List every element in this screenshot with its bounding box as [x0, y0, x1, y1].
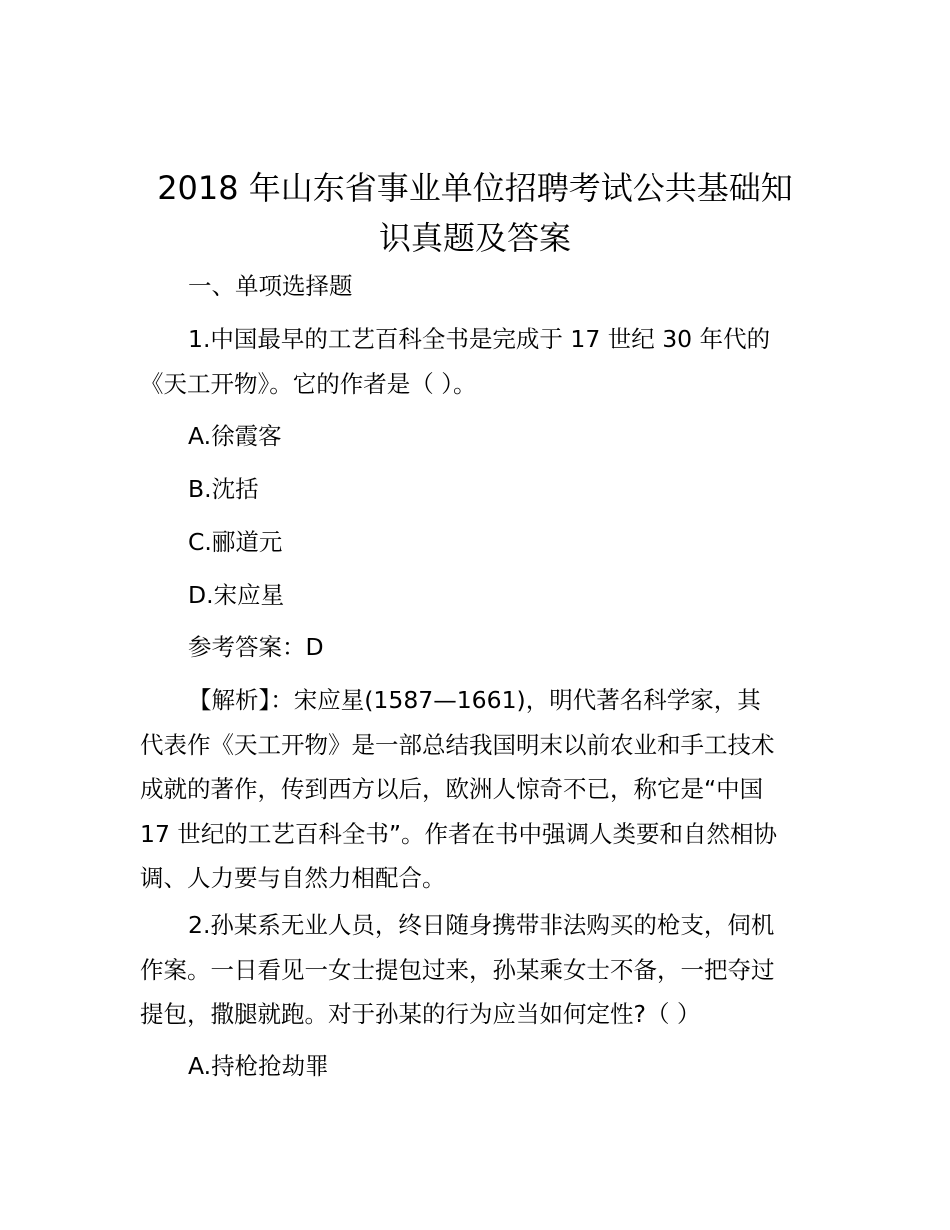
question-1-analysis: [140, 678, 812, 901]
option-a-text: A.徐霞客: [188, 422, 282, 450]
section-heading-text: 一、单项选择题: [188, 272, 353, 300]
question-1-option-c: [140, 520, 812, 565]
title-line-1: 2018 年山东省事业单位招聘考试公共基础知: [157, 169, 793, 207]
question-1-option-a: [140, 414, 812, 459]
section-heading: [140, 264, 812, 309]
analysis-line-4: 17 世纪的工艺百科全书”。作者在书中强调人类要和自然相协: [140, 819, 778, 848]
analysis-line-1: 【解析】：宋应星(1587—1661)，明代著名科学家，其: [188, 686, 761, 714]
analysis-line-5: 调、人力要与自然力相配合。: [140, 864, 446, 892]
question-2-line-3: 提包，撒腿就跑。对于孙某的行为应当如何定性?（ ）: [140, 1000, 701, 1028]
analysis-line-3: 成就的著作，传到西方以后，欧洲人惊奇不已，称它是“中国: [140, 775, 764, 803]
answer-text: 参考答案：D: [188, 633, 324, 661]
option-b-text: B.沈括: [188, 475, 259, 503]
title-line-2: 识真题及答案: [378, 219, 571, 257]
option-c-text: C.郦道元: [188, 528, 283, 556]
question-1-answer: [140, 625, 812, 670]
question-1-option-b: [140, 467, 812, 512]
option-d-text: D.宋应星: [188, 581, 285, 609]
analysis-line-2: 代表作《天工开物》是一部总结我国明末以前农业和手工技术: [140, 730, 775, 759]
question-1-option-d: [140, 573, 812, 618]
document-title: [140, 163, 810, 263]
question-1-line-2: 《天工开物》。它的作者是（ ）。: [140, 369, 477, 398]
question-2-line-2: 作案。一日看见一女士提包过来，孙某乘女士不备，一把夺过: [140, 955, 775, 984]
question-1-line-1: 1.中国最早的工艺百科全书是完成于 17 世纪 30 年代的: [188, 325, 771, 353]
question-2: [140, 903, 812, 1037]
question-1: [140, 317, 812, 406]
question-2-line-1: 2.孙某系无业人员，终日随身携带非法购买的枪支，伺机: [188, 911, 775, 939]
question-2-option-a: [140, 1044, 812, 1089]
q2-option-a-text: A.持枪抢劫罪: [188, 1052, 329, 1080]
